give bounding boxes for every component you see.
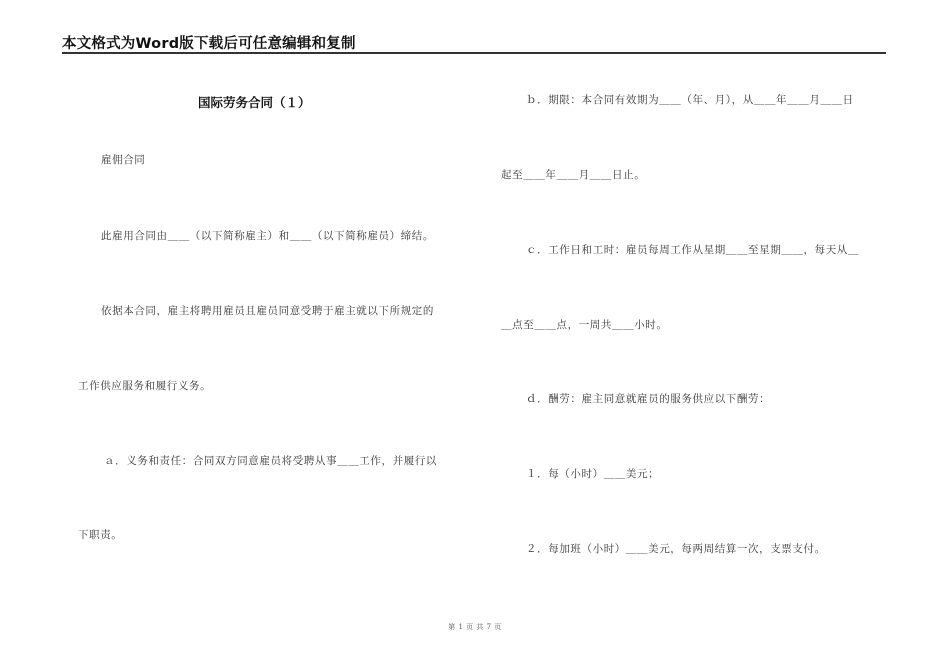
right-line-hours-1: ｃ．工作日和工时：雇员每周工作从星期＿＿至星期＿＿，每天从＿ (526, 244, 859, 256)
left-line-agreement-2: 工作供应服务和履行义务。 (78, 380, 212, 392)
left-line-contract-heading: 雇佣合同 (101, 154, 146, 166)
right-line-pay-hourly: １．每（小时）＿＿美元； (526, 468, 660, 480)
left-line-parties: 此雇用合同由＿＿（以下简称雇主）和＿＿（以下简称雇员）缔结。 (101, 230, 434, 242)
right-line-term-2: 起至＿＿年＿＿月＿＿日止。 (501, 169, 646, 181)
header-divider (62, 52, 886, 54)
document-header-title: 本文格式为Word版下载后可任意编辑和复制 (62, 36, 356, 52)
left-line-agreement-1: 依据本合同，雇主将聘用雇员且雇员同意受聘于雇主就以下所规定的 (101, 305, 434, 317)
page-indicator: 第 1 页 共 7 页 (448, 623, 502, 631)
right-line-pay-overtime: ２．每加班（小时）＿＿美元，每两周结算一次，支票支付。 (526, 543, 826, 555)
left-line-duties-1: ａ．义务和责任：合同双方同意雇员将受聘从事＿＿工作，并履行以 (104, 455, 437, 467)
right-line-hours-2: ＿点至＿＿点，一周共＿＿小时。 (501, 319, 668, 331)
right-line-term-1: ｂ．期限：本合同有效期为＿＿（年、月），从＿＿年＿＿月＿＿日 (526, 94, 854, 106)
right-line-pay-heading: ｄ．酬劳：雇主同意就雇员的服务供应以下酬劳： (526, 393, 771, 405)
left-line-duties-2: 下职责。 (78, 529, 123, 541)
document-title: 国际劳务合同（１） (198, 95, 311, 110)
